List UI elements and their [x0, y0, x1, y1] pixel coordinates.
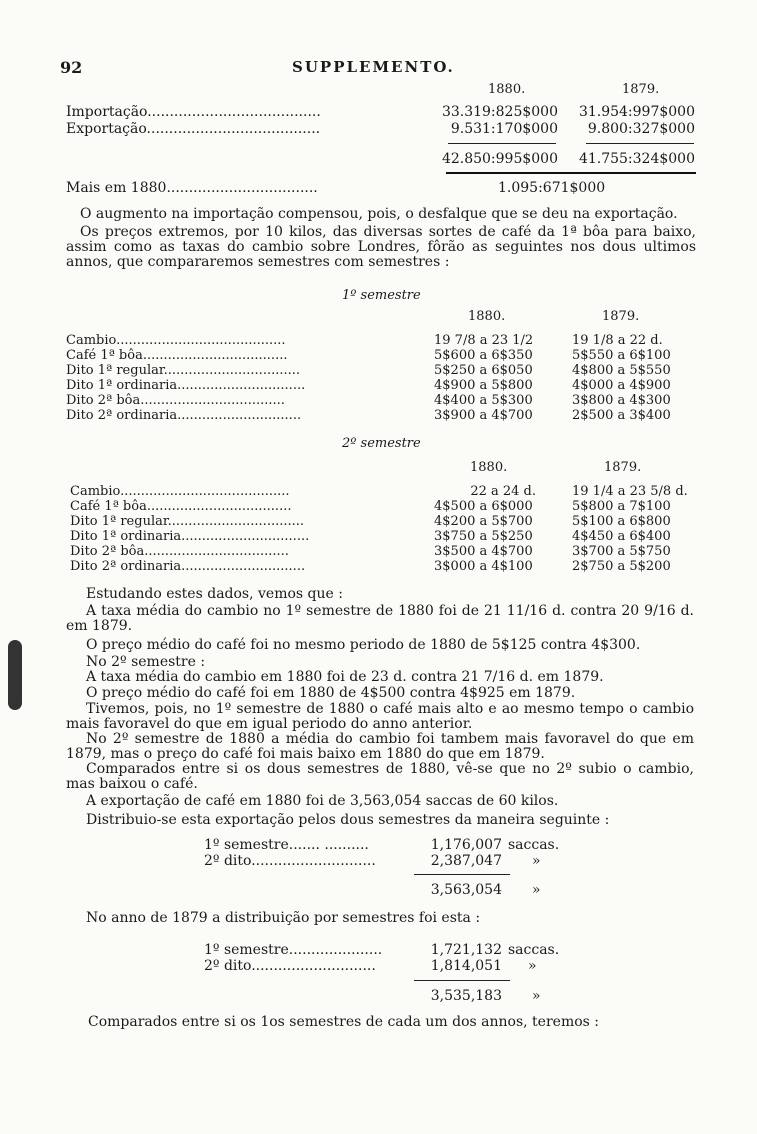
analysis-paragraph: O preço médio do café foi no mesmo periodo de 1880 de 5$125 contra 4$300.: [86, 637, 641, 653]
price-row-1879: 3$800 a 4$300: [572, 393, 671, 408]
price-row-label: Cambio.........................................: [66, 333, 286, 348]
price-row-1879: 5$550 a 6$100: [572, 348, 671, 363]
col-header-1879: 1879.: [622, 82, 660, 97]
price-row-1880: 5$250 a 6$050: [434, 363, 533, 378]
dist-row-label: 1º semestre.....................: [204, 942, 383, 958]
price-row-1879: 4$800 a 5$550: [572, 363, 671, 378]
dist-row-unit: saccas.: [508, 837, 560, 853]
price-row-1879: 2$500 a 3$400: [572, 408, 671, 423]
price-row-label: Cambio.........................................: [70, 484, 290, 499]
price-row-label: Dito 2ª ordinaria..............................: [66, 408, 302, 423]
trade-total-1879: 41.755:324$000: [578, 151, 695, 167]
analysis-line: Distribuio-se esta exportação pelos dous semestres da maneira seguinte :: [86, 812, 610, 828]
page-title: SUPPLEMENTO.: [292, 58, 455, 76]
dist-total: 3,535,183: [430, 988, 502, 1004]
dist-total-unit: »: [532, 882, 541, 898]
price-row-1880: 3$750 a 5$250: [434, 529, 533, 544]
dist-row-unit: »: [532, 853, 541, 869]
price-row-1879: 19 1/8 a 22 d.: [572, 333, 663, 348]
price-row-label: Dito 1ª ordinaria...............................: [70, 529, 310, 544]
price-row-1879: 19 1/4 a 23 5/8 d.: [572, 484, 688, 499]
analysis-line: No 2º semestre :: [86, 654, 206, 670]
binding-mark: [8, 640, 22, 710]
trade-row-1879: 9.800:327$000: [587, 121, 695, 137]
dist-1879-intro: No anno de 1879 a distribuição por semestres foi esta :: [86, 910, 481, 926]
trade-row-label: Exportação.......................................: [66, 121, 321, 137]
price-row-1880: 3$500 a 4$700: [434, 544, 533, 559]
sum-rule: [414, 874, 510, 875]
price-row-1880: 22 a 24 d.: [470, 484, 536, 499]
dist-total: 3,563,054: [430, 882, 502, 898]
price-row-label: Dito 1ª regular.................................: [66, 363, 301, 378]
price-row-label: Dito 1ª regular.................................: [70, 514, 305, 529]
intro-paragraph-2: Os preços extremos, por 10 kilos, das diversas sortes de café da 1ª bôa para baixo, assim como as taxas do cambio sobre Londres, fôrão as seguintes nos dous ultimos annos, que compararemos semestres com semestres :: [66, 224, 696, 270]
price-row-label: Dito 2ª bôa...................................: [70, 544, 289, 559]
semestre-1-title: 1º semestre: [342, 288, 421, 303]
mais-label: Mais em 1880..................................: [66, 180, 318, 196]
price-row-1880: 4$400 a 5$300: [434, 393, 533, 408]
trade-row-label: Importação.......................................: [66, 104, 321, 120]
price-row-label: Dito 2ª ordinaria..............................: [70, 559, 306, 574]
price-row-1880: 3$000 a 4$100: [434, 559, 533, 574]
analysis-paragraph: Tivemos, pois, no 1º semestre de 1880 o café mais alto e ao mesmo tempo o cambio mais favoravel do que em igual periodo do anno anterior.: [66, 701, 694, 732]
analysis-paragraph: Comparados entre si os dous semestres de 1880, vê-se que no 2º subio o cambio, mas baixou o café.: [66, 761, 694, 792]
col-header-1880: 1880.: [468, 309, 506, 324]
price-row-1879: 4$000 a 4$900: [572, 378, 671, 393]
price-row-label: Café 1ª bôa...................................: [66, 348, 288, 363]
price-row-1879: 5$100 a 6$800: [572, 514, 671, 529]
price-row-label: Dito 2ª bôa...................................: [66, 393, 285, 408]
price-row-label: Café 1ª bôa...................................: [70, 499, 292, 514]
price-row-1880: 5$600 a 6$350: [434, 348, 533, 363]
mais-value: 1.095:671$000: [498, 180, 606, 196]
trade-row-1879: 31.954:997$000: [578, 104, 695, 120]
price-row-1880: 19 7/8 a 23 1/2: [434, 333, 534, 348]
dist-row-value: 1,721,132: [430, 942, 502, 958]
sum-rule: [414, 980, 510, 981]
analysis-paragraph: A taxa média do cambio no 1º semestre de 1880 foi de 21 11/16 d. contra 20 9/16 d. em 1879.: [66, 603, 694, 634]
analysis-paragraph: No 2º semestre de 1880 a média do cambio foi tambem mais favoravel do que em 1879, mas o preço do café foi mais baixo em 1880 do que em 1879.: [66, 731, 694, 762]
semestre-2-title: 2º semestre: [342, 436, 421, 451]
dist-row-label: 1º semestre....... ..........: [204, 837, 369, 853]
analysis-paragraph: A taxa média do cambio em 1880 foi de 23 d. contra 21 7/16 d. em 1879.: [86, 669, 604, 685]
trade-total-1880: 42.850:995$000: [441, 151, 558, 167]
intro-paragraph-1: O augmento na importação compensou, pois, o desfalque que se deu na exportação.: [80, 206, 678, 222]
price-row-1879: 5$800 a 7$100: [572, 499, 671, 514]
price-row-1879: 2$750 a 5$200: [572, 559, 671, 574]
analysis-line: A exportação de café em 1880 foi de 3,563,054 saccas de 60 kilos.: [86, 793, 559, 809]
price-row-1880: 4$500 a 6$000: [434, 499, 533, 514]
price-row-1879: 4$450 a 6$400: [572, 529, 671, 544]
dist-row-label: 2º dito............................: [204, 853, 376, 869]
closing-line: Comparados entre si os 1os semestres de cada um dos annos, teremos :: [88, 1014, 599, 1030]
dist-row-label: 2º dito............................: [204, 958, 376, 974]
page-number: 92: [60, 58, 83, 77]
analysis-paragraph: O preço médio do café foi em 1880 de 4$500 contra 4$925 em 1879.: [86, 685, 576, 701]
price-row-1880: 4$900 a 5$800: [434, 378, 533, 393]
sum-rule: [448, 143, 556, 144]
total-rule: [446, 172, 696, 174]
price-row-1879: 3$700 a 5$750: [572, 544, 671, 559]
trade-row-1880: 9.531:170$000: [450, 121, 558, 137]
dist-total-unit: »: [532, 988, 541, 1004]
price-row-label: Dito 1ª ordinaria...............................: [66, 378, 306, 393]
price-row-1880: 4$200 a 5$700: [434, 514, 533, 529]
dist-row-value: 1,176,007: [430, 837, 502, 853]
col-header-1879: 1879.: [604, 460, 642, 475]
dist-row-unit: saccas.: [508, 942, 560, 958]
price-row-1880: 3$900 a 4$700: [434, 408, 533, 423]
dist-row-value: 2,387,047: [430, 853, 502, 869]
col-header-1879: 1879.: [602, 309, 640, 324]
dist-row-unit: »: [528, 958, 537, 974]
col-header-1880: 1880.: [488, 82, 526, 97]
sum-rule: [586, 143, 694, 144]
col-header-1880: 1880.: [470, 460, 508, 475]
trade-row-1880: 33.319:825$000: [441, 104, 558, 120]
analysis-line: Estudando estes dados, vemos que :: [86, 586, 343, 602]
dist-row-value: 1,814,051: [430, 958, 502, 974]
